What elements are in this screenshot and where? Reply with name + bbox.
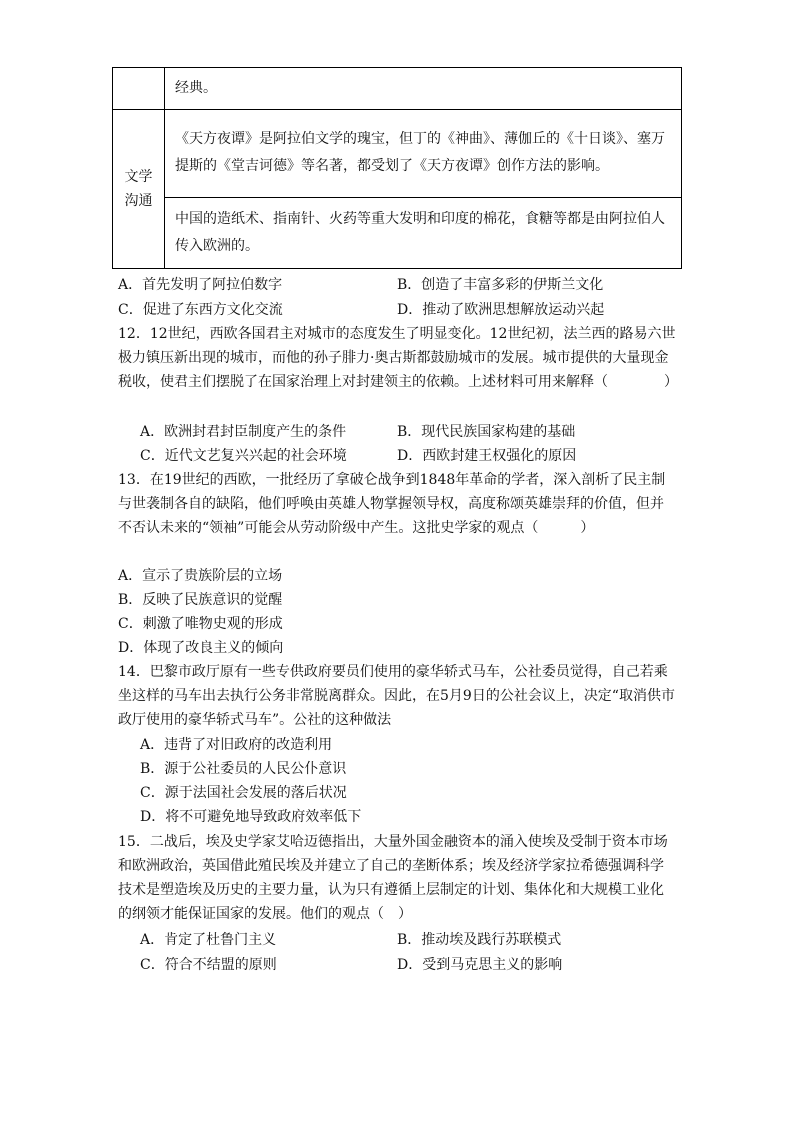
q12-option-d: D．西欧封建王权强化的原因 <box>397 448 577 464</box>
q12-stem: 12．12世纪，西欧各国君主对城市的态度发生了明显变化。12世纪初，法兰西的路易六世极力镇压新出现的城市，而他的孙子腓力·奥古斯都鼓励城市的发展。城市提供的大量现金税收，使君主们摆脱了在国家治理上对封建领主的依赖。上述材料可用来解释（ ） <box>118 326 678 390</box>
q15-option-c: C．符合不结盟的原则 <box>140 957 277 973</box>
q13-option-c: C．刺激了唯物史观的形成 <box>118 616 283 632</box>
q14-option-b: B．源于公社委员的人民公仆意识 <box>140 761 347 777</box>
q15-option-b: B．推动埃及践行苏联模式 <box>397 932 562 948</box>
q15-stem: 15．二战后，埃及史学家艾哈迈德指出，大量外国金融资本的涌入使埃及受制于资本市场和欧洲政治，英国借此殖民埃及并建立了自己的垄断体系；埃及经济学家拉希德强调科学技术是塑造埃及历史的主要力量，认为只有遵循上层制定的计划、集体化和大规模工业化的纲领才能保证国家的发展。他们的观点（ ） <box>118 834 668 922</box>
q13-stem: 13．在19世纪的西欧，一批经历了拿破仑战争到1848年革命的学者，深入剖析了民主制与世袭制各自的缺陷，他们呼唤由英雄人物掌握领导权，高度称颂英雄崇拜的价值，但并不否认未来的“领袖”可能会从劳动阶级中产生。这批史学家的观点（ ） <box>118 472 666 536</box>
q13-option-a: A．宣示了贵族阶层的立场 <box>118 568 283 584</box>
q12-option-c: C．近代文艺复兴兴起的社会环境 <box>140 448 347 464</box>
table-content-cell: 中国的造纸术、指南针、火药等重大发明和印度的棉花，食糖等都是由阿拉伯人传入欧洲的。 <box>165 198 682 269</box>
q14-option-a: A．违背了对旧政府的改造利用 <box>140 737 333 753</box>
q14-option-c: C．源于法国社会发展的落后状况 <box>140 785 347 801</box>
q12-option-a: A．欧洲封君封臣制度产生的条件 <box>140 424 347 440</box>
q15-option-d: D．受到马克思主义的影响 <box>397 957 563 973</box>
table-row <box>113 68 682 110</box>
q11-option-c: C．促进了东西方文化交流 <box>118 302 283 318</box>
q13-option-d: D．体现了改良主义的倾向 <box>118 640 284 656</box>
table-content-cell: 经典。 <box>165 68 682 110</box>
table-row <box>113 198 682 269</box>
q13-option-b: B．反映了民族意识的觉醒 <box>118 592 283 608</box>
material-table <box>112 67 682 269</box>
q11-option-b: B．创造了丰富多彩的伊斯兰文化 <box>397 277 604 293</box>
q15-option-a: A．肯定了杜鲁门主义 <box>140 932 277 948</box>
q14-option-d: D．将不可避免地导致政府效率低下 <box>140 809 362 825</box>
table-header-cell <box>113 110 165 269</box>
q14-stem: 14．巴黎市政厅原有一些专供政府要员们使用的豪华轿式马车，公社委员觉得，自己若乘坐这样的马车出去执行公务非常脱离群众。因此，在5月9日的公社会议上，决定“取消供市政厅使用的豪华轿式马车”。公社的这种做法 <box>118 664 675 728</box>
table-row <box>113 110 682 198</box>
table-content-cell: 《天方夜谭》是阿拉伯文学的瑰宝，但丁的《神曲》、薄伽丘的《十日谈》、塞万提斯的《堂吉诃德》等名著，都受划了《天方夜谭》创作方法的影响。 <box>165 110 682 198</box>
q11-option-a: A．首先发明了阿拉伯数字 <box>118 277 283 293</box>
q12-option-b: B．现代民族国家构建的基础 <box>397 424 576 440</box>
q11-option-d: D．推动了欧洲思想解放运动兴起 <box>397 302 605 318</box>
row-header-literature: 文学沟通 <box>124 169 153 209</box>
table-header-cell <box>113 68 165 110</box>
